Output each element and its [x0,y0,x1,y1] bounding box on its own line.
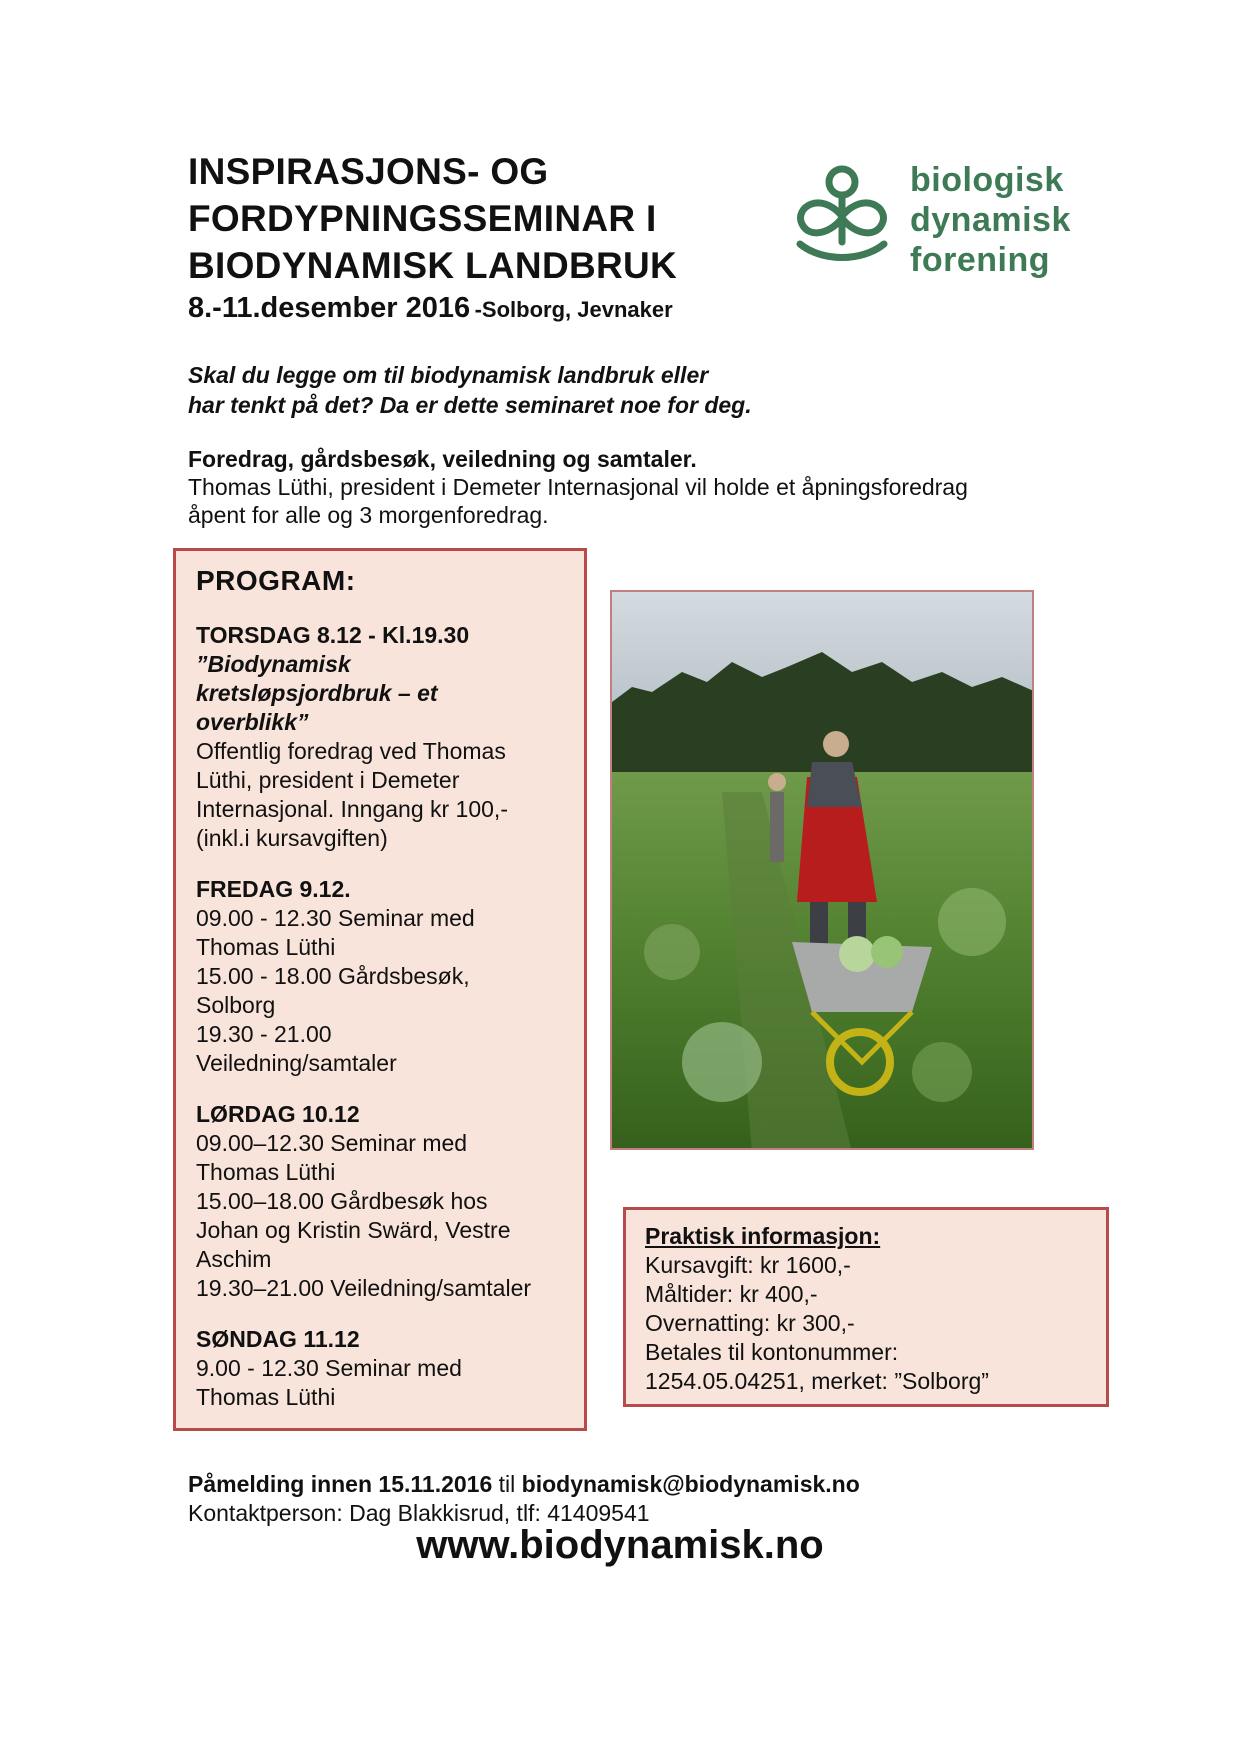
day-line: Thomas Lüthi [196,1384,336,1410]
practical-line: 1254.05.04251, merket: ”Solborg” [645,1368,989,1394]
day-line: Thomas Lüthi [196,1159,336,1185]
talk-title-line: ”Biodynamisk [196,651,351,677]
day-heading: SØNDAG 11.12 [196,1326,360,1352]
title-line: BIODYNAMISK LANDBRUK [188,245,678,286]
day-line: Lüthi, president i Demeter [196,767,460,793]
intro-line: Skal du legge om til biodynamisk landbruk eller [188,362,709,388]
event-location: -Solborg, Jevnaker [474,297,673,322]
signup-section [188,1470,1188,1528]
activities-line: Thomas Lüthi, president i Demeter Internasjonal vil holde et åpningsforedrag [188,474,968,500]
day-line: 19.30–21.00 Veiledning/samtaler [196,1275,532,1301]
intro-text [188,360,948,420]
day-heading: LØRDAG 10.12 [196,1101,360,1127]
date-location [188,292,673,325]
logo-word: dynamisk [910,201,1071,239]
day-line: Offentlig foredrag ved Thomas [196,738,506,764]
day-heading: TORSDAG 8.12 - Kl.19.30 [196,622,470,648]
program-box [173,548,587,1431]
program-day-friday [196,875,564,1078]
title-line: FORDYPNINGSSEMINAR I [188,198,657,239]
farm-photo [610,590,1034,1150]
signup-line [188,1470,1188,1499]
activities-line: åpent for alle og 3 morgenforedrag. [188,502,549,528]
signup-email-link[interactable]: biodynamisk@biodynamisk.no [521,1471,860,1497]
intro-line: har tenkt på det? Da er dette seminaret noe for deg. [188,392,752,418]
signup-deadline: Påmelding innen 15.11.2016 [188,1471,493,1497]
logo-word: forening [910,241,1050,279]
signup-connector: til [492,1471,522,1497]
logo-wordmark [910,160,1071,280]
day-line: 9.00 - 12.30 Seminar med [196,1355,462,1381]
day-line: (inkl.i kursavgiften) [196,825,388,851]
activities-section [188,445,1088,529]
day-line: Thomas Lüthi [196,934,336,960]
practical-line: Betales til kontonummer: [645,1339,899,1365]
day-line: 15.00 - 18.00 Gårdsbesøk, [196,963,470,989]
day-line: Solborg [196,992,276,1018]
page-title [188,148,788,289]
program-day-sunday [196,1325,564,1412]
talk-title-line: kretsløpsjordbruk – et [196,680,438,706]
talk-title-line: overblikk” [196,709,309,735]
program-day-thursday [196,621,564,853]
day-line: Johan og Kristin Swärd, Vestre [196,1217,511,1243]
day-line: 19.30 - 21.00 [196,1021,332,1047]
day-line: 09.00 - 12.30 Seminar med [196,905,475,931]
contact-person: Kontaktperson: Dag Blakkisrud, tlf: 41409541 [188,1500,650,1526]
program-heading: PROGRAM: [196,565,356,596]
event-date: 8.-11.desember 2016 [188,292,471,324]
practical-info-box [623,1207,1109,1407]
farm-photo-illustration [612,592,1034,1150]
program-day-saturday [196,1100,564,1303]
day-line: 15.00–18.00 Gårdbesøk hos [196,1188,488,1214]
day-line: Aschim [196,1246,272,1272]
title-line: INSPIRASJONS- OG [188,151,549,192]
practical-line: Overnatting: kr 300,- [645,1310,855,1336]
day-line: Internasjonal. Inngang kr 100,- [196,796,508,822]
day-line: 09.00–12.30 Seminar med [196,1130,468,1156]
practical-line: Kursavgift: kr 1600,- [645,1252,851,1278]
practical-heading: Praktisk informasjon: [645,1223,881,1249]
logo-word: biologisk [910,161,1064,199]
activities-headline: Foredrag, gårdsbesøk, veiledning og samtaler. [188,446,697,472]
website-link[interactable]: www.biodynamisk.no [416,1523,824,1567]
day-line: Veiledning/samtaler [196,1050,397,1076]
practical-line: Måltider: kr 400,- [645,1281,818,1307]
day-heading: FREDAG 9.12. [196,876,351,902]
